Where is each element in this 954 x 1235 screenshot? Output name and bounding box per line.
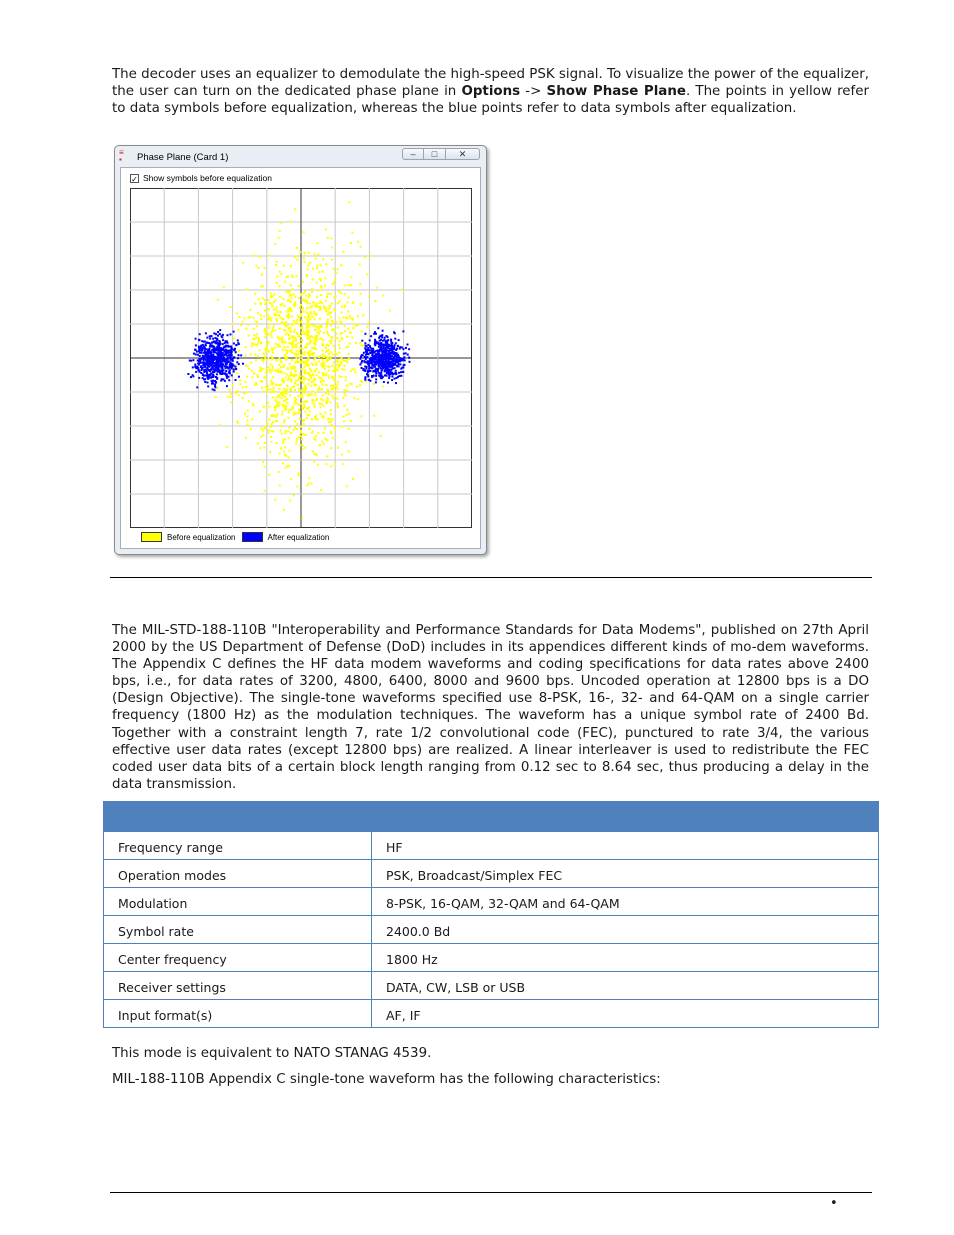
- table-cell-label: Receiver settings: [104, 972, 372, 1000]
- maximize-button[interactable]: □: [424, 148, 446, 160]
- section-divider: [110, 577, 872, 578]
- phase-plane-window[interactable]: [114, 145, 487, 555]
- table-cell-label: Symbol rate: [104, 916, 372, 944]
- characteristics-intro: MIL-188-110B Appendix C single-tone waveform has the following characteristics:: [112, 1072, 661, 1087]
- window-controls: [402, 148, 480, 161]
- intro-paragraph: The decoder uses an equalizer to demodulate the high-speed PSK signal. To visualize the power of the equalizer, the user can turn on the dedicated phase plane in Options -> Show Phase Plane. The points in yellow refer to data symbols before equalization, whereas the blue points refer to data symbols after equalization.: [112, 67, 869, 117]
- table-cell-label: Modulation: [104, 888, 372, 916]
- window-client-area: [120, 167, 481, 549]
- options-menu-ref: Options: [461, 84, 521, 100]
- show-symbols-checkbox-row[interactable]: [130, 173, 272, 183]
- close-button[interactable]: ✕: [446, 148, 480, 160]
- stanag-note: This mode is equivalent to NATO STANAG 4539.: [112, 1046, 432, 1061]
- table-cell-label: Operation modes: [104, 860, 372, 888]
- show-symbols-checkbox-label: Show symbols before equalization: [143, 173, 272, 183]
- table-cell-value: 2400.0 Bd: [372, 916, 879, 944]
- table-cell-value: PSK, Broadcast/Simplex FEC: [372, 860, 879, 888]
- table-row: [104, 944, 879, 972]
- legend-label-before: Before equalization: [167, 532, 236, 542]
- footer-divider: [110, 1192, 872, 1193]
- table-row: [104, 916, 879, 944]
- footer-bullet: •: [830, 1196, 838, 1211]
- window-title: Phase Plane (Card 1): [137, 152, 229, 163]
- legend-swatch-after: [242, 532, 263, 542]
- body-paragraph: The MIL-STD-188-110B "Interoperability and Performance Standards for Data Modems", published on 27th April 2000 by the US Department of Defense (DoD) includes in its appendices different kinds of mo-dem waveforms. The Appendix C defines the HF data modem waveforms and coding specifications for data rates above 2400 bps, i.e., for data rates of 3200, 4800, 6400, 8000 and 9600 bps. Uncoded operation at 12800 bps is a DO (Design Objective). The single-tone waveforms specified use 8-PSK, 16-, 32- and 64-QAM on a single carrier frequency (1800 Hz) as the modulation techniques. The waveform has a unique symbol rate of 2400 Bd. Together with a constraint length 7, rate 1/2 convolutional code (FEC), punctured to rate 3/4, the various effective user data rates (except 12800 bps) are realized. A linear interleaver is used to redistribute the FEC coded user data bits of a certain block length ranging from 0.12 sec to 8.64 sec, thus producing a delay in the data transmission.: [112, 623, 869, 792]
- table-cell-value: DATA, CW, LSB or USB: [372, 972, 879, 1000]
- table-cell-value: 1800 Hz: [372, 944, 879, 972]
- legend-swatch-before: [141, 532, 162, 542]
- phase-plane-plot: [130, 188, 472, 528]
- legend-label-after: After equalization: [267, 532, 330, 542]
- table-cell-label: Center frequency: [104, 944, 372, 972]
- characteristics-table: [103, 801, 879, 1028]
- table-cell-label: Input format(s): [104, 1000, 372, 1028]
- table-cell-value: 8-PSK, 16-QAM, 32-QAM and 64-QAM: [372, 888, 879, 916]
- table-row: [104, 1000, 879, 1028]
- minimize-button[interactable]: –: [402, 148, 424, 160]
- table-row: [104, 832, 879, 860]
- table-row: [104, 972, 879, 1000]
- table-cell-value: AF, IF: [372, 1000, 879, 1028]
- plot-legend: [141, 532, 329, 542]
- table-cell-label: Frequency range: [104, 832, 372, 860]
- table-header-cell: [372, 802, 879, 832]
- table-header-cell: [104, 802, 372, 832]
- show-phase-plane-ref: Show Phase Plane: [546, 84, 686, 100]
- table-cell-value: HF: [372, 832, 879, 860]
- table-row: [104, 860, 879, 888]
- table-header-row: [104, 802, 879, 832]
- app-logo-icon: ≡ ▪: [119, 148, 124, 164]
- show-symbols-checkbox[interactable]: ✓: [131, 174, 138, 184]
- table-row: [104, 888, 879, 916]
